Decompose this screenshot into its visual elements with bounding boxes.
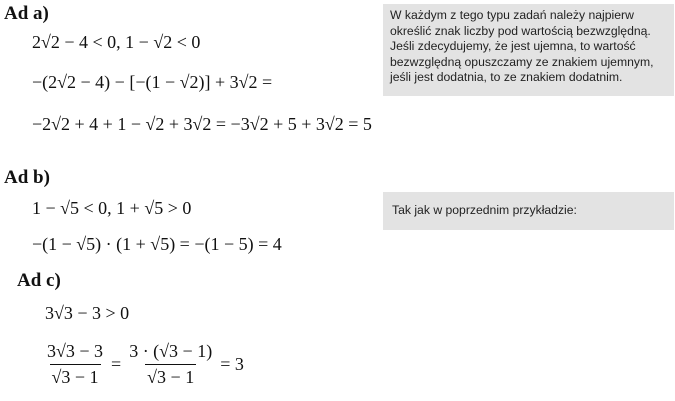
math-line-a3: −2√2 + 4 + 1 − √2 + 3√2 = −3√2 + 5 + 3√2 = 5 [32, 114, 372, 134]
math-line-c2 [45, 341, 244, 388]
math-line-c1: 3√3 − 3 > 0 [45, 303, 130, 323]
note-a-line-4: bezwzględną opuszczamy ze znakiem ujemnym, [390, 54, 654, 69]
note-a-line-1: W każdym z tego typu zadań należy najpierw [390, 8, 634, 22]
math-line-a2: −(2√2 − 4) − [−(1 − √2)] + 3√2 = [32, 72, 273, 92]
math-line-a1: 2√2 − 4 < 0, 1 − √2 < 0 [32, 32, 201, 52]
math-line-b1: 1 − √5 < 0, 1 + √5 > 0 [32, 198, 192, 218]
heading-ad-b: Ad b) [4, 167, 50, 188]
math-line-b2: −(1 − √5) · (1 + √5) = −(1 − 5) = 4 [32, 234, 282, 254]
result-value: = 3 [220, 354, 244, 374]
note-box-b [383, 192, 674, 230]
fraction-right-numerator: 3 · (√3 − 1) [129, 341, 213, 361]
heading-ad-a: Ad a) [4, 3, 49, 24]
fraction-right [127, 341, 214, 388]
note-box-a [383, 4, 674, 96]
heading-ad-c: Ad c) [17, 270, 61, 291]
fraction-left-numerator: 3√3 − 3 [47, 341, 104, 361]
fraction-left [45, 341, 105, 388]
fraction-left-denominator: √3 − 1 [50, 364, 101, 388]
note-a-line-5: jeśli jest dodatnia, to ze znakiem dodatnim. [390, 70, 623, 84]
note-a-line-3: Jeśli zdecydujemy, że jest ujemna, to wartość [390, 39, 636, 53]
note-a-line-2: określić znak liczby pod wartością bezwzględną. [390, 23, 651, 38]
fraction-right-denominator: √3 − 1 [145, 364, 196, 388]
equals-sign: = [111, 354, 122, 374]
note-b-text: Tak jak w poprzednim przykładzie: [392, 203, 577, 217]
